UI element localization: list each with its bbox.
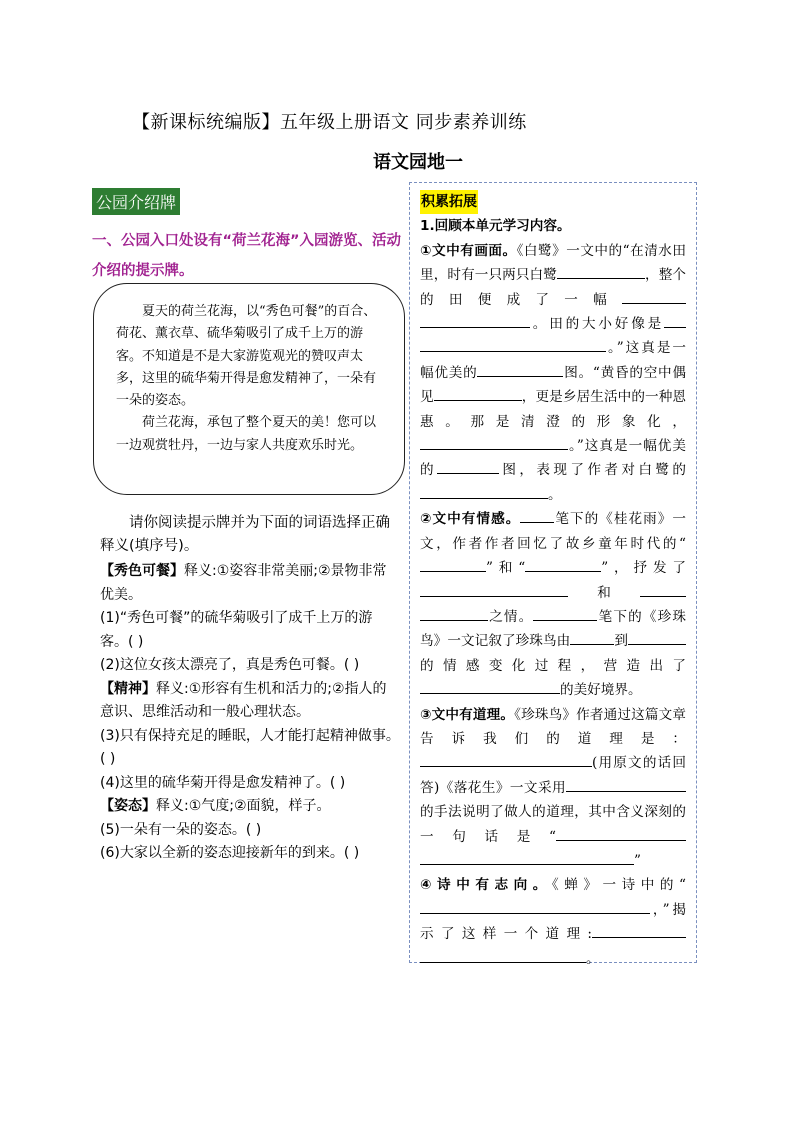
item-text: ，整个的田便成了一幅 (420, 267, 687, 308)
sign-paragraph: 夏天的荷兰花海，以“秀色可餐”的百合、荷花、薰衣草、硫华菊吸引了成千上万的游客。不知道是不是大家游览观光的赞叹声太多，这里的硫华菊开得是愈发精神了，一朵有一朵的姿态。 (116, 304, 377, 409)
answer-blank[interactable] (420, 557, 486, 572)
answer-blank[interactable] (420, 752, 592, 767)
vocab-meaning: 释义:①形容有生机和活力的;②指人的意识、思维活动和一般心理状态。 (100, 680, 387, 720)
vocab-list (100, 560, 400, 866)
answer-blank[interactable] (566, 777, 686, 792)
answer-blank[interactable] (437, 459, 499, 474)
vocab-term: 【秀色可餐】 (100, 563, 184, 579)
item-text: 《白鹭》一文中的“在清水田里，时有一只两只白鹭 (420, 242, 686, 284)
vocab-entry (100, 560, 400, 607)
vocab-entry (100, 678, 400, 725)
item-text: (用原文的话回答)《落花生》一文采用 (420, 755, 686, 796)
item-aspiration (420, 873, 686, 971)
item-text: 《蝉》一诗中的“ (551, 877, 687, 894)
item-picture (420, 239, 686, 507)
vocab-meaning: 释义:①姿容非常美丽;②景物非常优美。 (100, 563, 387, 603)
answer-blank[interactable] (420, 948, 586, 963)
item-text: 。田的大小好像是 (530, 316, 664, 333)
review-heading: 1.回顾本单元学习内容。 (420, 218, 571, 235)
answer-blank[interactable] (434, 386, 522, 401)
item-label: ②文中有情感。 (420, 511, 521, 528)
vocab-question[interactable]: (5)一朵有一朵的姿态。( ) (100, 821, 262, 838)
item-text: ”揭示了这样一个道理: (420, 901, 687, 943)
vocab-term: 【精神】 (100, 680, 156, 697)
answer-blank[interactable] (570, 630, 614, 645)
answer-blank[interactable] (525, 557, 601, 572)
item-text: ”和“ (486, 560, 526, 577)
vocab-entry (100, 795, 400, 819)
vocab-question[interactable]: (3)只有保持充足的睡眠，人才能打起精神做事。( ) (100, 727, 400, 767)
answer-blank[interactable] (556, 826, 686, 841)
answer-blank[interactable] (420, 679, 560, 694)
vocab-question[interactable]: (1)“秀色可餐”的硫华菊吸引了成千上万的游客。( ) (100, 610, 373, 650)
lesson-title: 语文园地一 (373, 152, 463, 173)
item-text: 笔下的《桂花雨》一文，作者作者回忆了故乡童年时代的“ (420, 511, 686, 552)
item-text: 图。“黄昏的空中偶见 (420, 364, 687, 406)
item-label: ④诗中有志向。 (420, 877, 552, 894)
item-text: ， (650, 901, 663, 918)
sign-text (116, 301, 388, 457)
item-label: ①文中有画面。 (420, 242, 517, 259)
item-text: 到 (614, 633, 629, 650)
answer-blank[interactable] (420, 899, 650, 914)
item-text: 。”这真是一幅优美的 (420, 340, 686, 381)
vocab-question[interactable]: (6)大家以全新的姿态迎接新年的到来。( ) (100, 845, 360, 861)
answer-blank[interactable] (628, 630, 686, 645)
instruction (100, 512, 400, 558)
answer-blank[interactable] (622, 289, 686, 304)
item-text: 图，表现了作者对白鹭的 (499, 462, 686, 479)
question-one: 一、公园入口处设有“荷兰花海”入园游览、活动介绍的提示牌。 (92, 233, 402, 279)
sign-paragraph: 荷兰花海，承包了整个夏天的美！您可以一边观赏牡丹，一边与家人共度欢乐时光。 (116, 415, 377, 453)
item-reason (420, 703, 686, 874)
item-text: 笔下的《珍珠鸟》一文记叙了珍珠鸟由 (420, 608, 687, 650)
item-text: 之情。 (488, 608, 534, 625)
page-title: 【新课标统编版】五年级上册语文 同步素养训练 (132, 112, 527, 133)
vocab-question[interactable]: (4)这里的硫华菊开得是愈发精神了。( ) (100, 774, 346, 791)
item-label: ③文中有道理。 (420, 706, 515, 723)
item-text: 的手法说明了做人的道理，其中含义深刻的一句话是“ (420, 804, 686, 845)
item-text: 。 (548, 486, 562, 503)
answer-blank[interactable] (420, 850, 634, 865)
section-tag-accumulation: 积累拓展 (420, 190, 478, 214)
vocab-question[interactable]: (2)这位女孩太漂亮了，真是秀色可餐。( ) (100, 657, 360, 673)
item-emotion (420, 507, 686, 702)
instruction-text: 请你阅读提示牌并为下面的词语选择正确释义(填序号)。 (100, 515, 390, 554)
answer-blank[interactable] (420, 313, 530, 328)
answer-blank[interactable] (520, 508, 554, 523)
item-text: ，更是乡居生活中的一种恩惠。那是清澄的形象化， (420, 389, 687, 430)
answer-blank[interactable] (420, 582, 568, 597)
item-text: 《珍珠鸟》作者通过这篇文章告诉我们的道理是： (420, 706, 687, 747)
answer-blank[interactable] (592, 923, 686, 938)
answer-blank[interactable] (420, 337, 606, 352)
item-text: ” (634, 852, 641, 869)
accumulation-content (420, 190, 686, 971)
item-text: 的美好境界。 (560, 682, 642, 699)
item-text: 。 (586, 950, 600, 967)
answer-blank[interactable] (640, 582, 686, 597)
answer-blank[interactable] (557, 264, 617, 279)
answer-blank[interactable] (533, 606, 597, 621)
answer-blank[interactable] (617, 264, 645, 279)
item-text: 和 (568, 584, 640, 601)
vocab-term: 【姿态】 (100, 798, 156, 814)
answer-blank[interactable] (477, 362, 563, 377)
answer-blank[interactable] (420, 606, 488, 621)
answer-blank[interactable] (664, 313, 686, 328)
item-text: 的情感变化过程，营造出了 (420, 657, 686, 674)
vocab-meaning: 释义:①气度;②面貌，样子。 (156, 798, 331, 814)
section-tag-park-sign: 公园介绍牌 (92, 188, 180, 215)
answer-blank[interactable] (420, 484, 548, 499)
answer-blank[interactable] (420, 435, 568, 450)
item-text: 。”这真是一幅优美的 (420, 438, 686, 479)
item-text: ”，抒发了 (601, 560, 686, 577)
